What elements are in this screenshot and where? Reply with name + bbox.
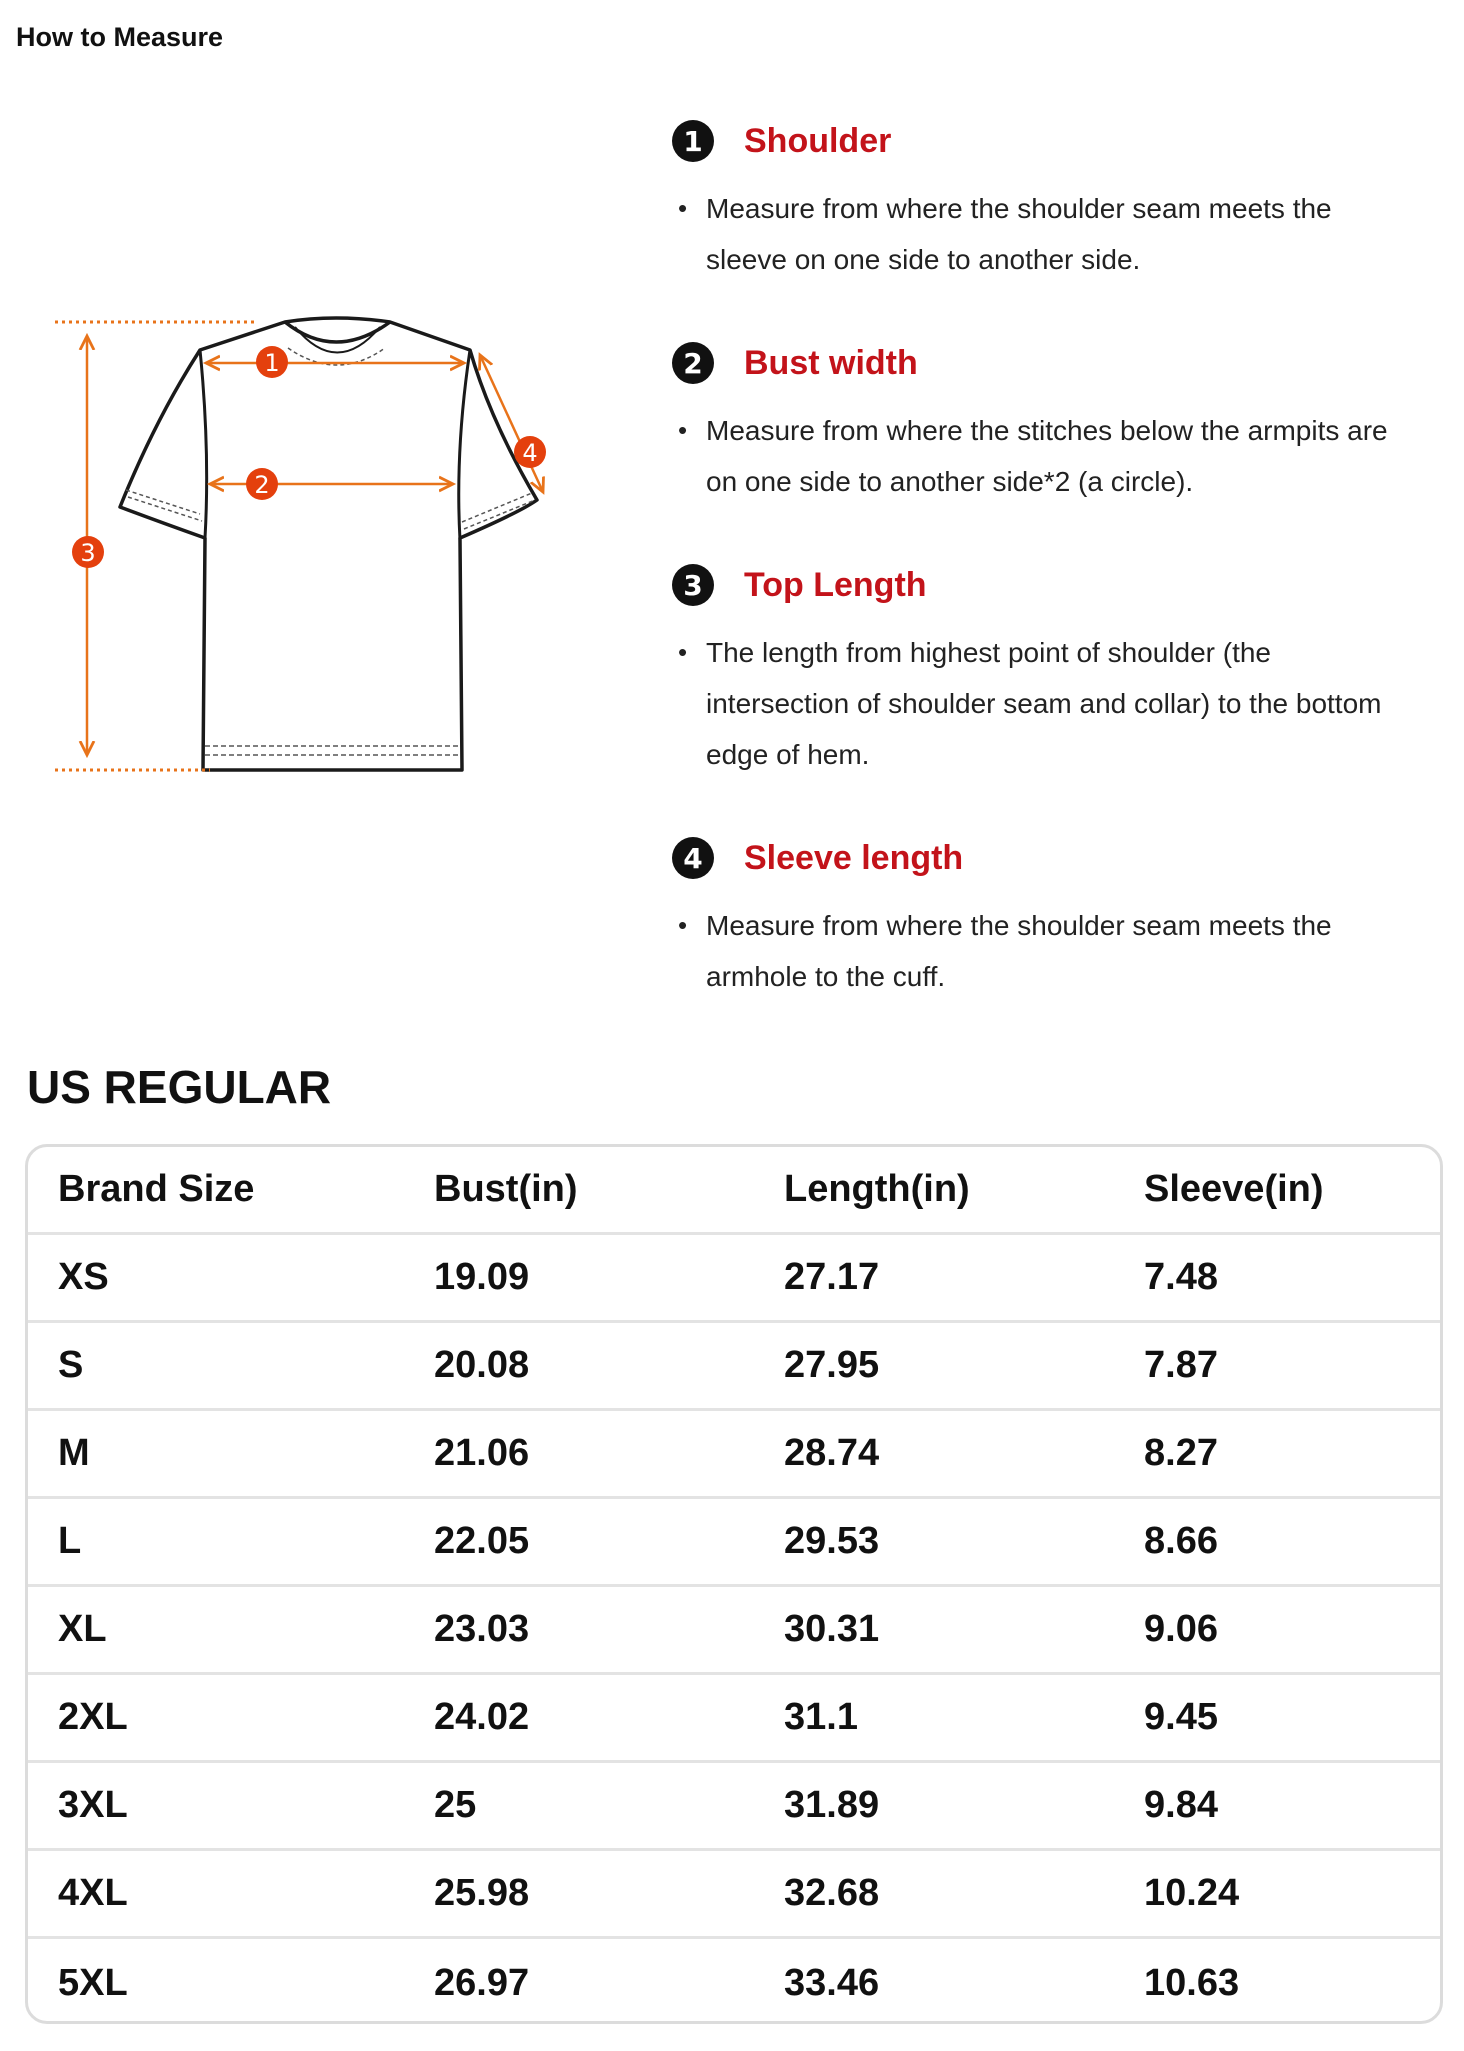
svg-text:3: 3 <box>80 539 96 567</box>
cell-sleeve: 10.24 <box>1144 1872 1240 1914</box>
tshirt-measurement-diagram <box>50 300 610 790</box>
page-heading: How to Measure <box>16 22 224 52</box>
marker-1 <box>256 346 288 378</box>
table-row <box>28 1499 1440 1587</box>
cell-bust: 21.06 <box>434 1432 530 1474</box>
cell-size: XS <box>58 1256 109 1298</box>
bullet-icon: • <box>678 415 688 445</box>
table-header-row <box>28 1147 1440 1235</box>
cell-sleeve: 10.63 <box>1144 1961 1240 2004</box>
table-row <box>28 1587 1440 1675</box>
cell-size: 4XL <box>58 1872 128 1914</box>
cell-sleeve: 7.87 <box>1144 1344 1218 1386</box>
cell-size: 5XL <box>58 1961 128 2004</box>
cell-size: 3XL <box>58 1784 128 1826</box>
guide-description: • Measure from where the shoulder seam meets the armhole to the cuff. <box>672 900 1452 1002</box>
cell-size: 2XL <box>58 1696 128 1738</box>
guide-title: Bust width <box>744 343 918 382</box>
header-brand-size: Brand Size <box>58 1168 255 1210</box>
cell-bust: 24.02 <box>434 1696 530 1738</box>
cell-bust: 26.97 <box>434 1961 530 2004</box>
bullet-icon: • <box>678 637 688 667</box>
bullet-icon: • <box>678 910 688 940</box>
tshirt-outline-icon <box>120 318 537 770</box>
guide-title: Top Length <box>744 565 927 604</box>
cell-bust: 25 <box>434 1784 477 1826</box>
table-row <box>28 1411 1440 1499</box>
cell-length: 28.74 <box>784 1432 880 1474</box>
bullet-icon: • <box>678 193 688 223</box>
cell-length: 30.31 <box>784 1608 880 1650</box>
guide-shoulder <box>672 117 1452 285</box>
table-row <box>28 1763 1440 1851</box>
guide-bust-width <box>672 339 1452 507</box>
cell-sleeve: 8.27 <box>1144 1432 1218 1474</box>
cell-sleeve: 7.48 <box>1144 1256 1218 1298</box>
table-row <box>28 1939 1440 2024</box>
guide-top-length <box>672 561 1452 780</box>
cell-sleeve: 9.06 <box>1144 1608 1218 1650</box>
svg-text:1: 1 <box>264 349 280 377</box>
guide-description: • Measure from where the stitches below the armpits are on one side to another side*2 (a circle). <box>672 405 1452 507</box>
svg-text:2: 2 <box>254 471 270 499</box>
header-sleeve: Sleeve(in) <box>1144 1168 1324 1210</box>
cell-sleeve: 8.66 <box>1144 1520 1218 1562</box>
cell-size: XL <box>58 1608 107 1650</box>
cell-length: 27.95 <box>784 1344 880 1386</box>
header-length: Length(in) <box>784 1168 970 1210</box>
table-row <box>28 1235 1440 1323</box>
size-table-title: US REGULAR <box>27 1061 332 1113</box>
cell-sleeve: 9.45 <box>1144 1696 1218 1738</box>
guide-sleeve-length <box>672 834 1452 1002</box>
cell-length: 31.1 <box>784 1696 858 1738</box>
cell-length: 31.89 <box>784 1784 880 1826</box>
table-row <box>28 1851 1440 1939</box>
cell-length: 33.46 <box>784 1961 880 2004</box>
number-2-icon: 2 <box>672 342 714 384</box>
number-3-icon: 3 <box>672 564 714 606</box>
marker-2 <box>246 468 278 500</box>
marker-3 <box>72 536 104 568</box>
cell-sleeve: 9.84 <box>1144 1784 1218 1826</box>
guide-description: • The length from highest point of shoulder (the intersection of shoulder seam and collar) to the bottom edge of hem. <box>672 627 1452 780</box>
table-row <box>28 1323 1440 1411</box>
header-bust: Bust(in) <box>434 1168 578 1210</box>
size-table <box>25 1144 1443 2024</box>
table-row <box>28 1675 1440 1763</box>
marker-4 <box>514 436 546 468</box>
guide-title: Sleeve length <box>744 838 964 877</box>
guide-title: Shoulder <box>744 121 892 160</box>
number-1-icon: 1 <box>672 120 714 162</box>
cell-bust: 19.09 <box>434 1256 530 1298</box>
cell-length: 29.53 <box>784 1520 880 1562</box>
cell-bust: 23.03 <box>434 1608 530 1650</box>
svg-text:4: 4 <box>522 439 538 467</box>
cell-length: 27.17 <box>784 1256 880 1298</box>
cell-bust: 20.08 <box>434 1344 530 1386</box>
cell-bust: 25.98 <box>434 1872 530 1914</box>
number-4-icon: 4 <box>672 837 714 879</box>
cell-bust: 22.05 <box>434 1520 530 1562</box>
cell-size: M <box>58 1432 90 1474</box>
cell-length: 32.68 <box>784 1872 880 1914</box>
cell-size: L <box>58 1520 82 1562</box>
guide-description: • Measure from where the shoulder seam meets the sleeve on one side to another side. <box>672 183 1452 285</box>
cell-size: S <box>58 1344 84 1386</box>
